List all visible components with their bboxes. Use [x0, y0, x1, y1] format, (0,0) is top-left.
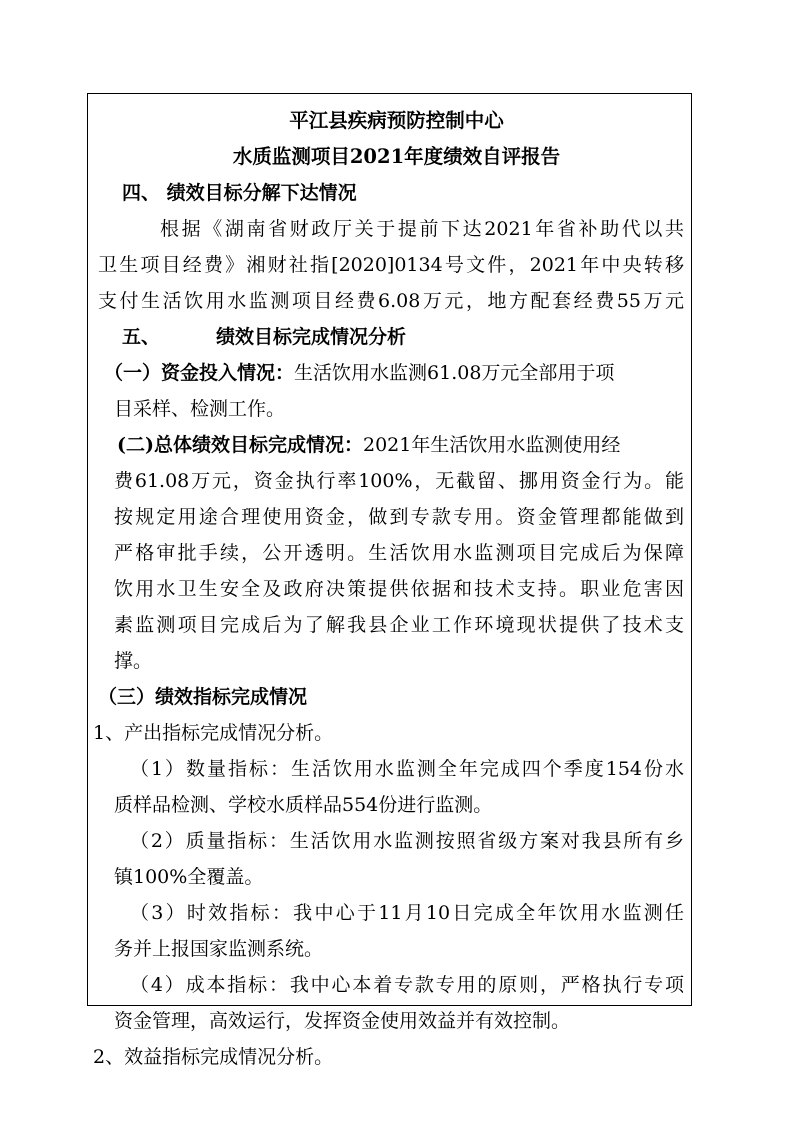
- subsection-2-line-5: 饮用水卫生安全及政府决策提供依据和技术支持。职业危害因: [114, 578, 684, 600]
- quality-indicator-line-1: （2）质量指标：生活饮用水监测按照省级方案对我县所有乡: [130, 830, 684, 852]
- quantity-indicator-line-2: 质样品检测、学校水质样品554份进行监测。: [114, 794, 493, 816]
- title-line-2: 水质监测项目2021年度绩效自评报告: [232, 145, 561, 168]
- subsection-1-label: （一）资金投入情况：: [104, 362, 295, 384]
- timeliness-indicator-line-1: （3）时效指标：我中心于11月10日完成全年饮用水监测任: [130, 902, 684, 924]
- subsection-2-text: 2021年生活饮用水监测使用经: [362, 434, 621, 456]
- subsection-2-line-2: 费61.08万元，资金执行率100%，无截留、挪用资金行为。能: [114, 470, 684, 492]
- subsection-1-line-2: 目采样、检测工作。: [114, 398, 286, 420]
- subsection-2-label: (二)总体绩效目标完成情况：: [117, 434, 363, 456]
- cost-indicator-line-1: （4）成本指标：我中心本着专款专用的原则，严格执行专项: [130, 974, 684, 996]
- sec4-paragraph-line-2: 卫生项目经费》湘财社指[2020]0134号文件，2021年中央转移: [98, 254, 684, 276]
- subsection-2-line-6: 素监测项目完成后为了解我县企业工作环境现状提供了技术支: [114, 614, 684, 636]
- subsection-2-line-7: 撑。: [114, 650, 153, 672]
- subsection-3-heading: （三）绩效指标完成情况: [98, 686, 308, 708]
- subsection-1-text: 生活饮用水监测61.08万元全部用于项: [294, 362, 615, 384]
- section-5-heading: 绩效目标完成情况分析: [216, 326, 407, 348]
- section-5-number: 五、: [122, 326, 161, 348]
- subsection-2-line-1: [117, 433, 620, 457]
- quality-indicator-line-2: 镇100%全覆盖。: [114, 866, 264, 888]
- cost-indicator-line-2: 资金管理，高效运行，发挥资金使用效益并有效控制。: [114, 1010, 571, 1032]
- title-line-1: 平江县疾病预防控制中心: [289, 109, 504, 132]
- item-2-heading: 2、效益指标完成情况分析。: [93, 1046, 334, 1068]
- quantity-indicator-line-1: （1）数量指标：生活饮用水监测全年完成四个季度154份水: [130, 758, 684, 780]
- subsection-2-line-4: 严格审批手续，公开透明。生活饮用水监测项目完成后为保障: [114, 542, 684, 564]
- sec4-paragraph-line-1: 根据《湖南省财政厅关于提前下达2021年省补助代以共: [160, 218, 684, 240]
- timeliness-indicator-line-2: 务并上报国家监测系统。: [114, 938, 324, 960]
- sec4-paragraph-line-3: 支付生活饮用水监测项目经费6.08万元，地方配套经费55万元: [98, 290, 684, 312]
- item-1-heading: 1、产出指标完成情况分析。: [93, 722, 334, 744]
- subsection-1-line-1: [104, 361, 614, 385]
- section-4-heading: 四、 绩效目标分解下达情况: [122, 182, 357, 204]
- subsection-2-line-3: 按规定用途合理使用资金，做到专款专用。资金管理都能做到: [114, 506, 684, 528]
